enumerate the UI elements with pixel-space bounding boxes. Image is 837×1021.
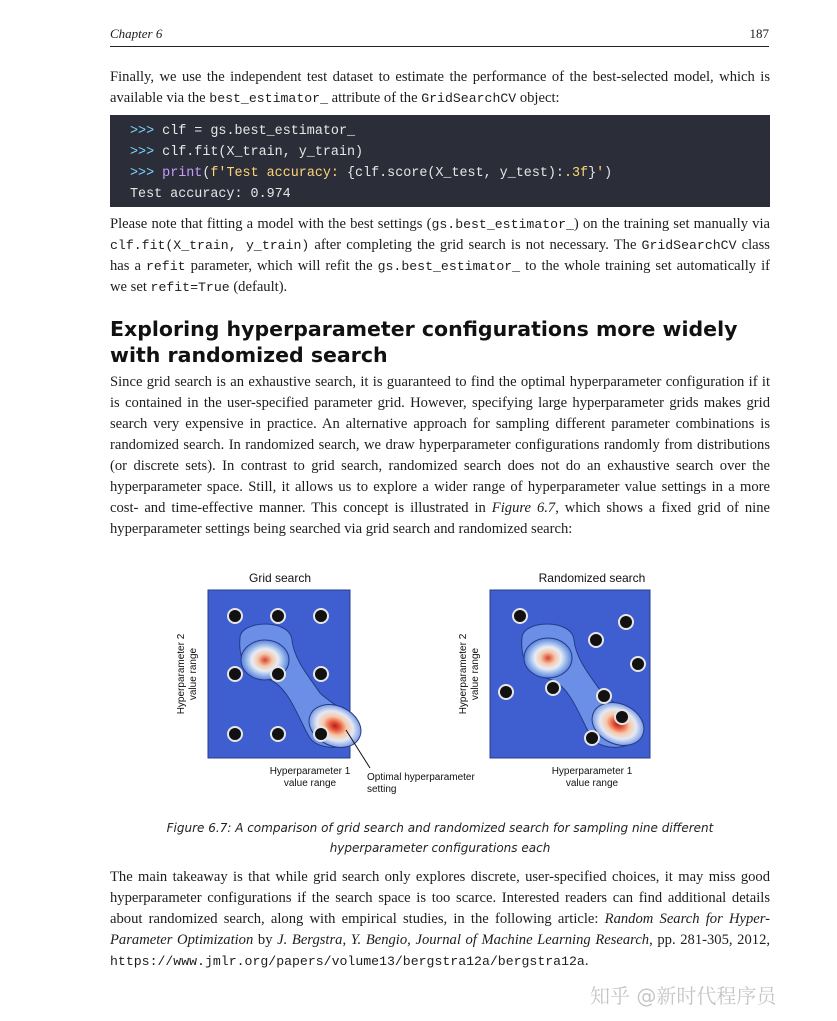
- author: J. Bergstra: [277, 932, 343, 948]
- text: , pp. 281-305, 2012,: [649, 932, 771, 948]
- right-x-label-1: Hyperparameter 1: [551, 766, 633, 777]
- search-comparison-figure: [160, 568, 680, 806]
- text: class has a: [110, 237, 770, 274]
- code-line: [130, 121, 770, 142]
- random-sample-dot: [513, 609, 527, 623]
- text: (default).: [229, 279, 288, 295]
- text: by: [253, 932, 278, 948]
- inline-code: gs.best_estimator_: [377, 259, 521, 274]
- random-sample-dot: [546, 681, 560, 695]
- random-sample-dot: [615, 710, 629, 724]
- article-title: Random Search for Hyper-Parameter Optimization: [110, 911, 771, 948]
- text: parameter, which will refit the: [185, 258, 378, 274]
- text: Since grid search is an exhaustive search, it is guaranteed to find the optimal hyperparameter configuration if it is contained in the user-specified parameter grid. However, specifying large hyperparameter grids makes grid search very expensive in practice. An alternative approach for sampling different parameter combinations is randomized search. In randomized search, we draw hyperparameter configurations randomly from distributions (or discrete sets). In contrast to grid search, randomized search does not do an exhaustive search over the hyperparameter space. Still, it allows us to explore a wider range of hyperparameter value settings in a more cost- and time-effective manner. This concept is illustrated in: [110, 374, 770, 516]
- left-panel-title: Grid search: [248, 571, 312, 585]
- code-text: (: [202, 166, 211, 181]
- text: .: [584, 953, 589, 969]
- code-line: [130, 163, 770, 184]
- code-prompt: >>>: [130, 166, 155, 181]
- code-string: ': [596, 166, 605, 181]
- text: after completing the grid search is not necessary. The: [309, 237, 642, 253]
- grid-sample-dot: [228, 727, 242, 741]
- random-sample-dot: [597, 689, 611, 703]
- peak-a: [524, 638, 572, 678]
- code-output: Test accuracy: 0.974: [130, 187, 291, 202]
- page-header: [110, 24, 769, 47]
- text: ,: [342, 932, 351, 948]
- code-text: ): [604, 166, 613, 181]
- annotation-text-1: Optimal hyperparameter: [367, 772, 475, 783]
- paragraph-intro: [110, 67, 770, 109]
- text: ,: [407, 932, 416, 948]
- inline-code: best_estimator_: [209, 91, 328, 106]
- inline-code: GridSearchCV: [421, 91, 517, 106]
- random-sample-dot: [499, 685, 513, 699]
- inline-code: refit=True: [150, 280, 230, 295]
- page-number: 187: [749, 26, 769, 41]
- grid-sample-dot: [271, 727, 285, 741]
- code-text: clf = gs.best_estimator_: [162, 124, 356, 139]
- random-sample-dot: [619, 615, 633, 629]
- inline-code: GridSearchCV: [641, 238, 737, 253]
- code-line: [130, 142, 770, 163]
- journal-name: Journal of Machine Learning Research: [415, 932, 650, 948]
- left-y-label-1: Hyperparameter 2: [176, 633, 187, 715]
- code-keyword: print: [162, 166, 203, 181]
- grid-sample-dot: [314, 667, 328, 681]
- random-sample-dot: [631, 657, 645, 671]
- inline-code: gs.best_estimator_: [431, 217, 574, 232]
- text: The main takeaway is that while grid search only explores discrete, user-specified choices, it may miss good hyperparameter configurations if the search space is too scarce. Interested readers can find additional details about randomized search, along with empirical studies, in the following article:: [110, 869, 770, 927]
- grid-sample-dot: [314, 727, 328, 741]
- code-prompt: >>>: [130, 145, 155, 160]
- author: Y. Bengio: [350, 932, 408, 948]
- code-prompt: >>>: [130, 124, 155, 139]
- grid-sample-dot: [271, 609, 285, 623]
- paragraph-refit: [110, 214, 770, 298]
- figure-caption: Figure 6.7: A comparison of grid search and randomized search for sampling nine different hyperparameter configurations each: [166, 821, 714, 855]
- text: Please note that fitting a model with the best settings (: [110, 216, 432, 232]
- paragraph-takeaway: [110, 867, 770, 972]
- left-x-label-1: Hyperparameter 1: [269, 766, 351, 777]
- code-text: clf.fit(X_train, y_train): [162, 145, 364, 160]
- chapter-label: Chapter 6: [110, 26, 163, 41]
- grid-sample-dot: [228, 667, 242, 681]
- code-string: f'Test accuracy:: [210, 166, 347, 181]
- paragraph-randomized-search: [110, 372, 770, 540]
- right-x-label-2: value range: [565, 778, 619, 789]
- text: attribute of the: [328, 90, 422, 106]
- grid-sample-dot: [271, 667, 285, 681]
- grid-sample-dot: [228, 609, 242, 623]
- left-x-label-2: value range: [283, 778, 337, 789]
- text: object:: [516, 90, 560, 106]
- random-sample-dot: [589, 633, 603, 647]
- grid-sample-dot: [314, 609, 328, 623]
- text: ) on the training set manually via: [573, 216, 770, 232]
- text: , which shows a fixed grid of nine hyperparameter settings being searched via grid search and randomized search:: [110, 500, 770, 537]
- figure-reference: Figure 6.7: [491, 500, 556, 516]
- inline-code: clf.fit(X_train, y_train): [110, 238, 310, 253]
- text: to the whole training set automatically if we set: [110, 258, 771, 295]
- inline-code: refit: [145, 259, 186, 274]
- section-heading: Exploring hyperparameter configurations more widely with randomized search: [110, 317, 738, 367]
- right-y-label-2: value range: [470, 647, 481, 701]
- right-y-label-1: Hyperparameter 2: [458, 633, 469, 715]
- annotation-text-2: setting: [367, 784, 397, 795]
- text: Finally, we use the independent test dataset to estimate the performance of the best-selected model, which is available via the: [110, 69, 770, 106]
- code-block: [110, 115, 770, 207]
- article-url[interactable]: https://www.jmlr.org/papers/volume13/bergstra12a/bergstra12a: [110, 954, 585, 969]
- watermark: 知乎 @新时代程序员: [590, 984, 777, 1008]
- left-y-label-2: value range: [188, 647, 199, 701]
- random-sample-dot: [585, 731, 599, 745]
- code-text: }: [588, 166, 597, 181]
- code-string: .3f: [563, 166, 589, 181]
- right-panel-title: Randomized search: [538, 571, 646, 585]
- code-text: {clf.score(X_test, y_test):: [347, 166, 564, 181]
